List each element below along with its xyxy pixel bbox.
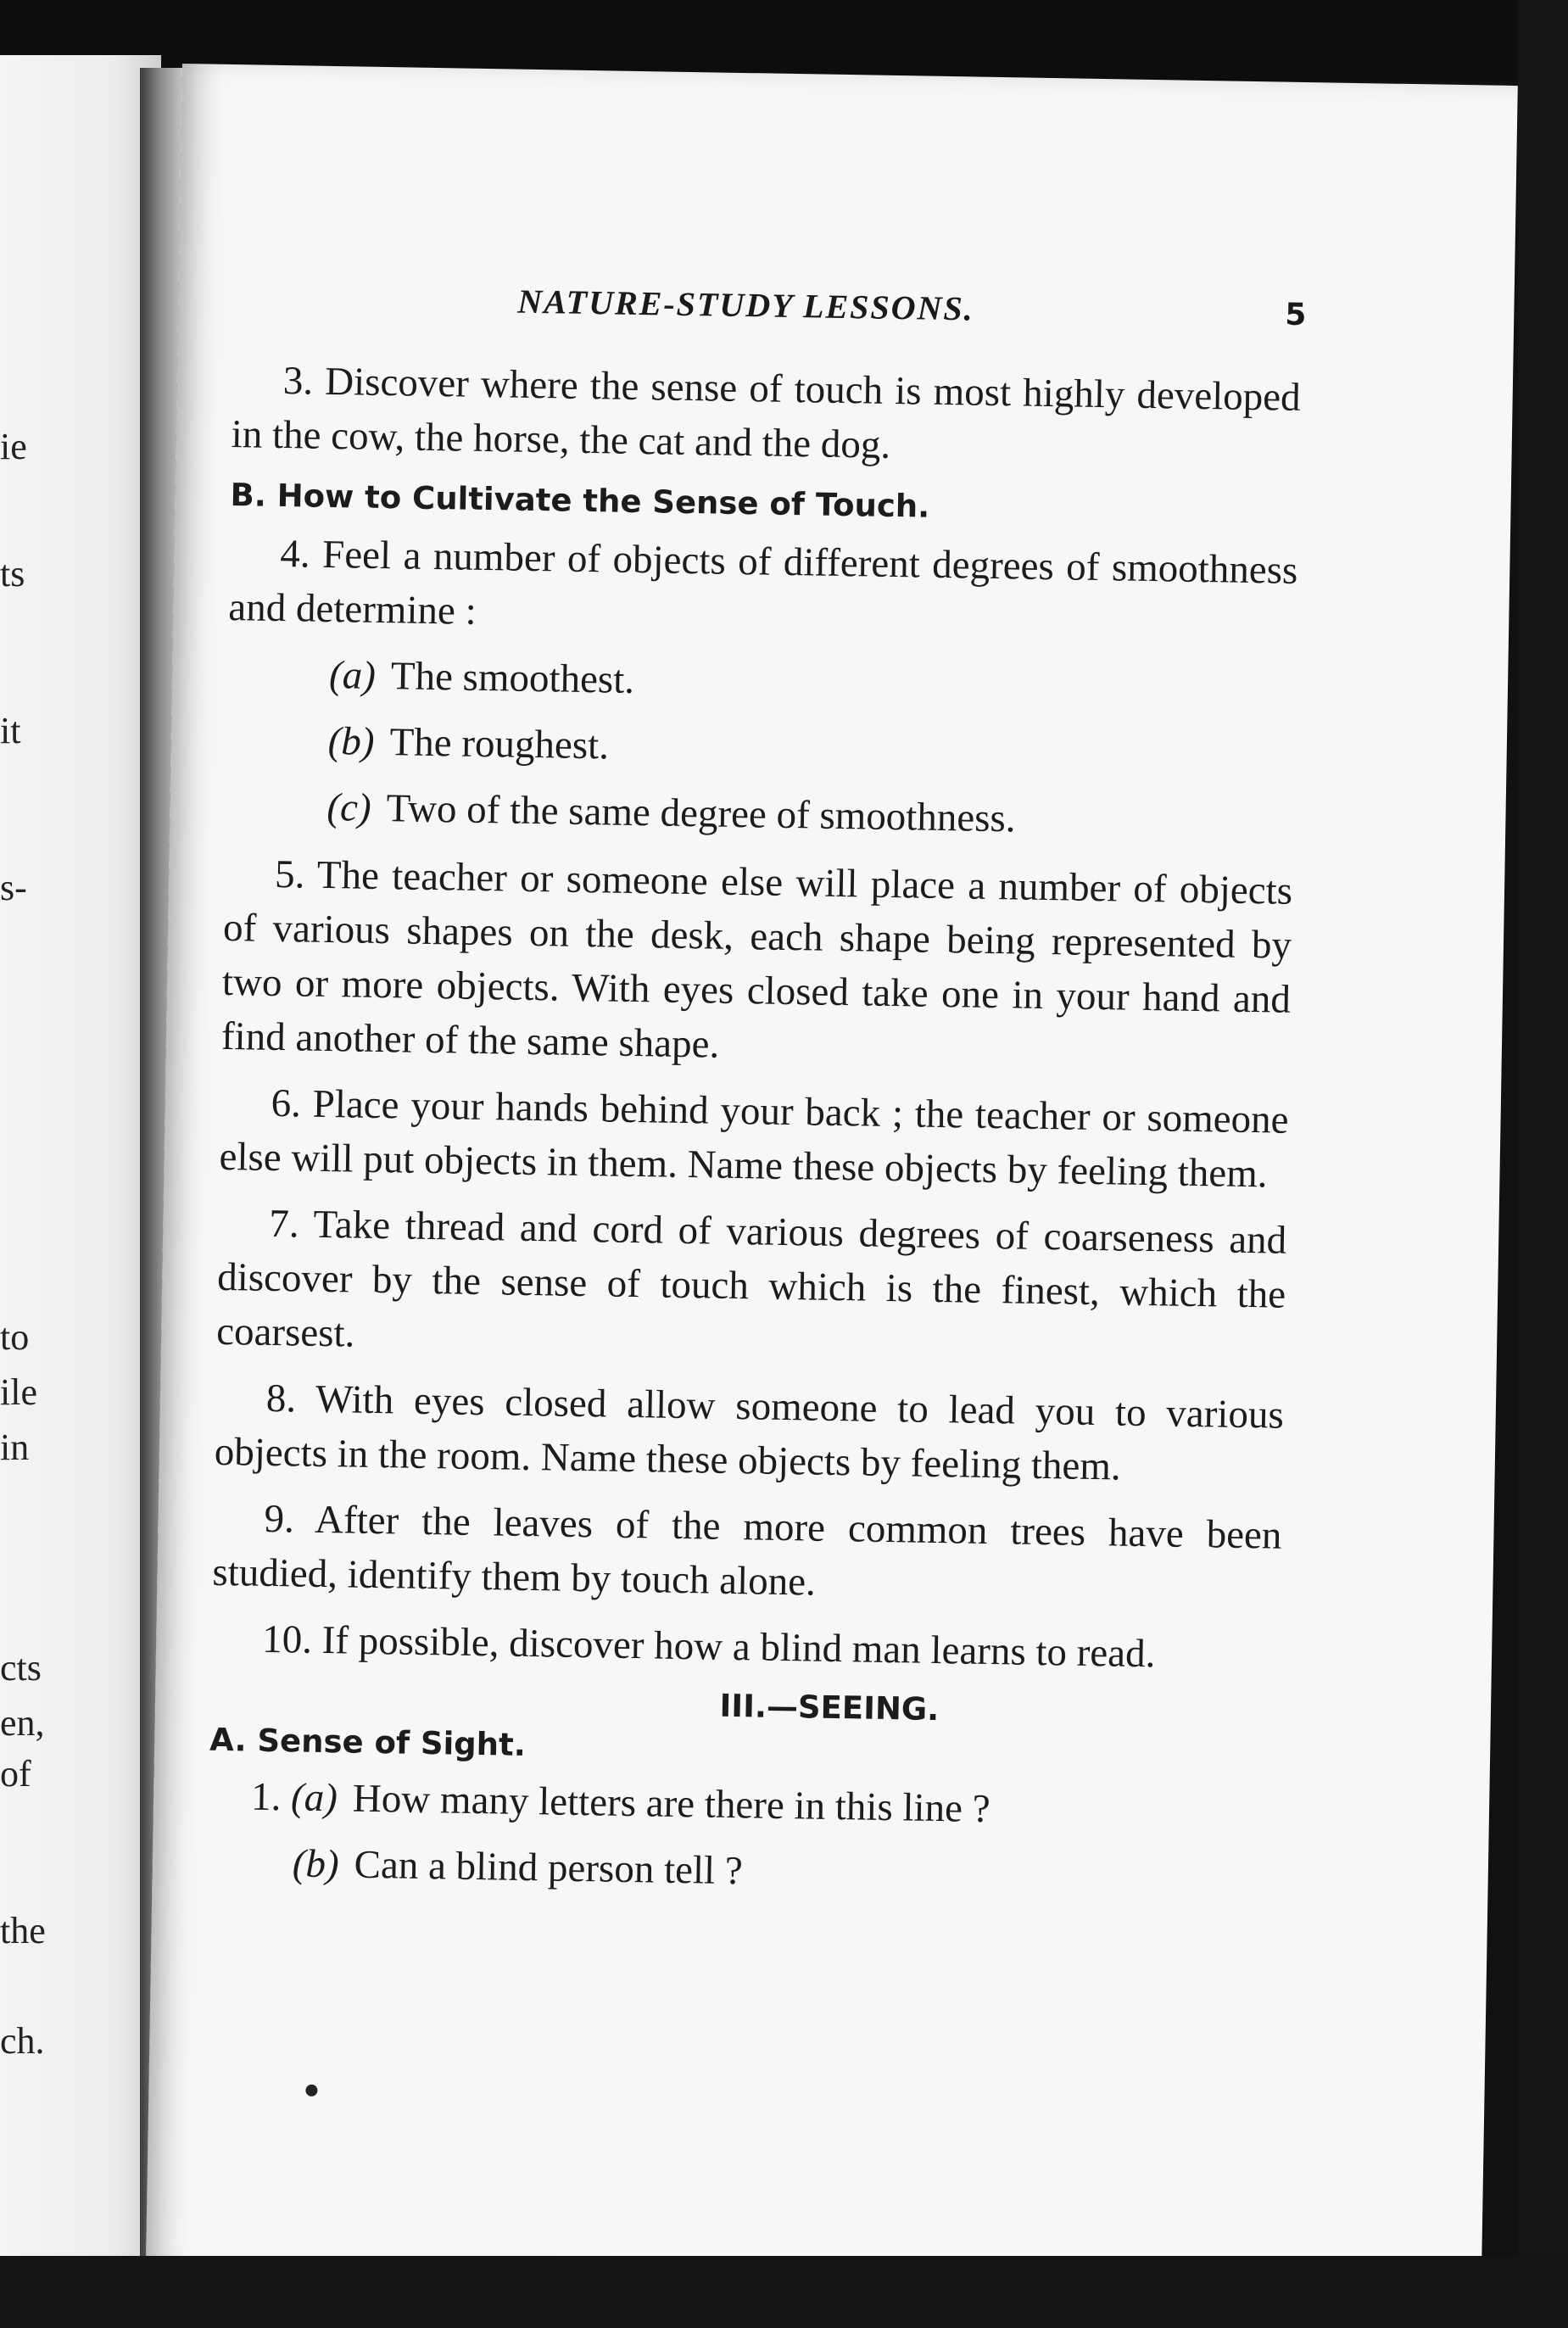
exercise-4a <box>227 646 1297 718</box>
running-head: NATURE-STUDY LESSONS. <box>517 282 975 328</box>
prev-page-fragment: ts <box>0 553 25 595</box>
prev-page-fragment: en, <box>0 1702 45 1744</box>
prev-page-fragment: in <box>0 1426 30 1468</box>
prev-page-fragment: the <box>0 1910 46 1951</box>
prev-page-fragment: ch. <box>0 2020 45 2062</box>
exercise-6: 6. Place your hands behind your back ; the teacher or someone else will put objects in them. Name these objects by feeling them. <box>219 1080 1289 1197</box>
prev-page-fragment: it <box>0 710 21 751</box>
sub-text: Can a blind person tell ? <box>354 1842 744 1894</box>
section-title: III.—SEEING. <box>719 1687 940 1728</box>
page-number: 5 <box>1284 297 1307 333</box>
prev-page-fragment: ie <box>0 426 27 467</box>
exercise-7: 7. Take thread and cord of various degrees of coarseness and discover by the sense of touch which is the finest, which the coarsest. <box>215 1201 1287 1356</box>
exercise-10: 10. If possible, discover how a blind man learns to read. <box>261 1616 1156 1677</box>
exercise-3: 3. Discover where the sense of touch is most highly developed in the cow, the horse, the cat and the dog. <box>231 359 1302 467</box>
ink-dot <box>305 2085 317 2096</box>
sub-label: (c) <box>326 784 372 830</box>
sub-label: (b) <box>327 718 376 764</box>
sub-label: (a) <box>328 652 377 698</box>
sub-text: How many letters are there in this line ? <box>352 1776 991 1832</box>
subheading-a: A. Sense of Sight. <box>209 1721 527 1763</box>
subheading-b: B. How to Cultivate the Sense of Touch. <box>230 477 930 525</box>
question-number: 1. <box>250 1774 282 1820</box>
question-1a <box>209 1769 1278 1841</box>
sub-label: (a) <box>290 1775 338 1821</box>
page-body <box>207 353 1301 1919</box>
prev-page-fragment: cts <box>0 1647 42 1689</box>
prev-page-fragment: ile <box>0 1371 37 1413</box>
previous-page <box>0 55 161 2260</box>
sub-text: The smoothest. <box>390 654 635 702</box>
sub-text: The roughest. <box>389 720 610 768</box>
prev-page-fragment: s- <box>0 867 27 908</box>
prev-page-fragment: to <box>0 1316 30 1358</box>
question-1b <box>207 1835 1276 1907</box>
exercise-4: 4. Feel a number of objects of different degrees of smoothness and determine : <box>227 531 1298 634</box>
exercise-4c <box>225 779 1294 851</box>
book-page <box>146 64 1518 2291</box>
exercise-8: 8. With eyes closed allow someone to lead you to various objects in the room. Name these objects by feeling them. <box>214 1376 1285 1489</box>
sub-label: (b) <box>292 1841 340 1887</box>
exercise-5: 5. The teacher or someone else will place a number of objects of various shapes on the desk, each shape being represented by two or more objects. With eyes closed take one in your hand and find another of the same shape. <box>220 851 1293 1067</box>
prev-page-fragment: of <box>0 1753 31 1795</box>
scanner-right-edge <box>1518 0 1568 2328</box>
scanner-bottom-edge <box>0 2256 1568 2328</box>
sub-text: Two of the same degree of smoothness. <box>386 786 1016 841</box>
exercise-4b <box>226 712 1295 784</box>
exercise-9: 9. After the leaves of the more common trees have been studied, identify them by touch alone. <box>212 1496 1282 1605</box>
